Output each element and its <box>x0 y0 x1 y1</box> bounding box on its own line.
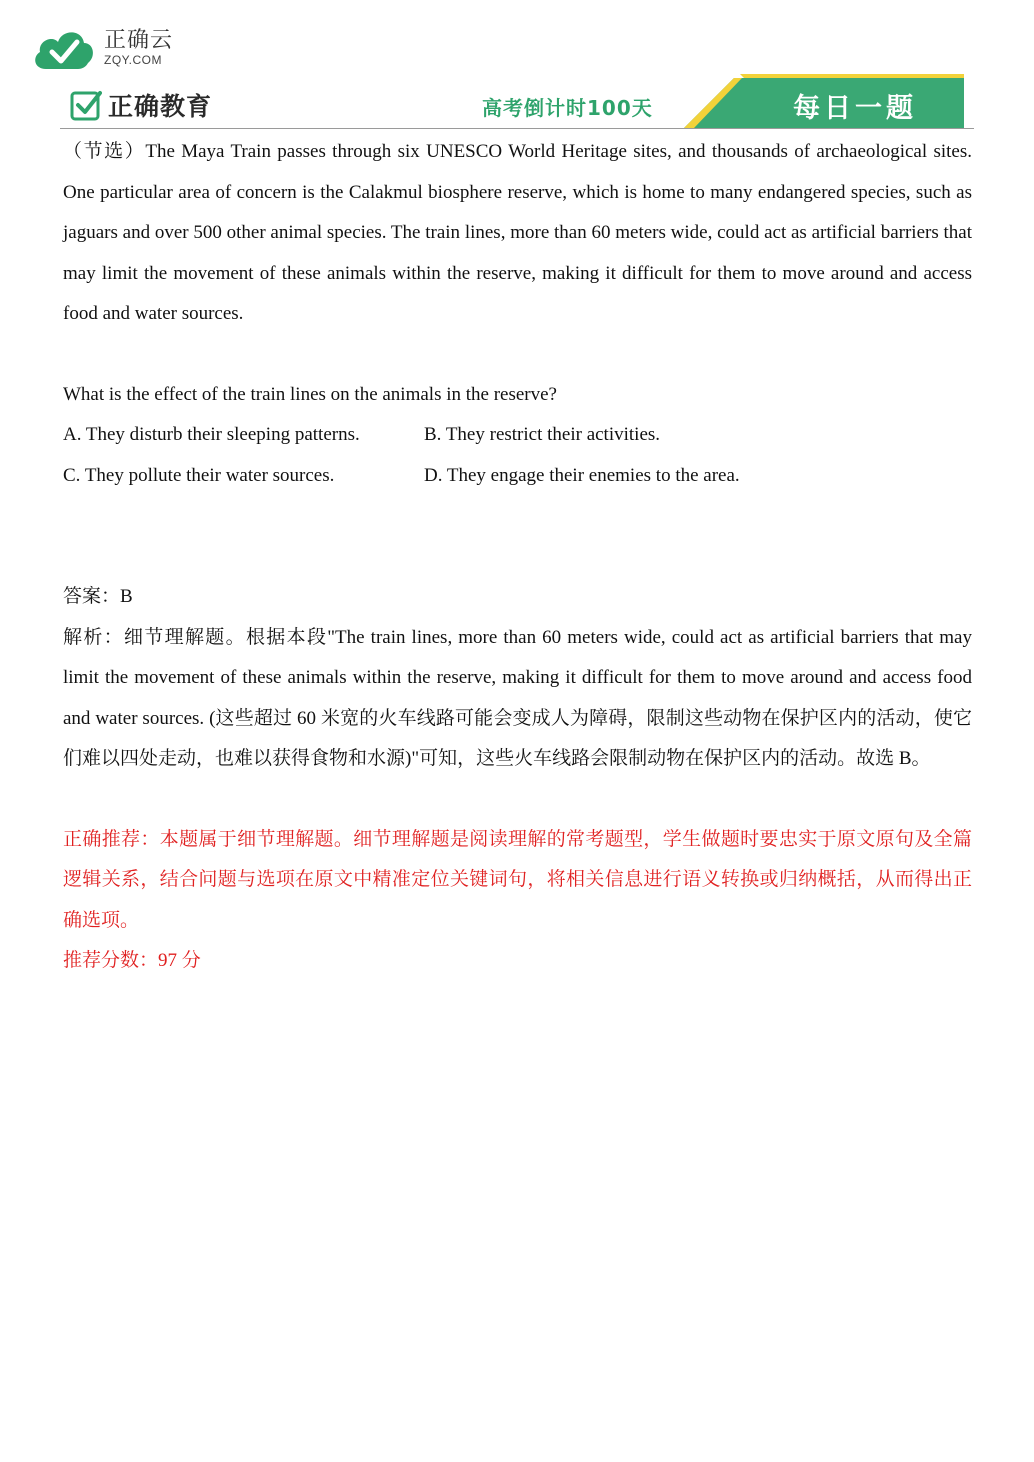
brand-name: 正确教育 <box>108 92 213 121</box>
document-body <box>63 132 972 982</box>
option-c: C. They pollute their water sources. <box>63 464 335 486</box>
zqy-logo <box>30 22 173 74</box>
logo-en-text: ZQY.COM <box>104 53 162 67</box>
recommendation: 正确推荐：本题属于细节理解题。细节理解题是阅读理解的常考题型，学生做题时要忠实于原文原句及全篇逻辑关系，结合问题与选项在原文中精准定位关键词句，将相关信息进行语义转换或归纳概括，从而得出正确选项。 <box>63 828 972 931</box>
passage: （节选）The Maya Train passes through six UNESCO World Heritage sites, and thousands of archaeological sites. One particular area of concern is the Calakmul biosphere reserve, which is home to many endangered species, such as jaguars and over 500 other animal species. The train lines, more than 60 meters wide, could act as artificial barriers that may limit the movement of these animals within the reserve, making it difficult for them to move around and access food and water sources. <box>63 141 972 324</box>
option-b: B. They restrict their activities. <box>424 424 661 445</box>
checkbox-icon <box>70 89 102 121</box>
brand <box>70 88 212 122</box>
banner-title: 每日一题 <box>793 93 917 124</box>
options-row-2 <box>63 456 972 497</box>
answer: 答案：B <box>63 586 133 607</box>
logo-cn-text: 正确云 <box>104 28 174 53</box>
option-a: A. They disturb their sleeping patterns. <box>63 424 360 445</box>
cloud-check-icon <box>30 23 98 73</box>
recommend-score: 推荐分数：97 分 <box>63 950 201 971</box>
question: What is the effect of the train lines on the animals in the reserve? <box>63 383 557 405</box>
countdown-text: 高考倒计时100天 <box>482 96 653 120</box>
options-row-1 <box>63 415 972 456</box>
header-divider <box>60 128 974 129</box>
analysis: 解析：细节理解题。根据本段"The train lines, more than 60 meters wide, could act as artificial barriers that may limit the movement of these animals within the reserve, making it difficult for them to move around and access food and water sources. (这些超过 60 米宽的火车线路可能会变成人为障碍，限制这些动物在保护区内的活动，使它们难以四处走动，也难以获得食物和水源)"可知，这些火车线路会限制动物在保护区内的活动。故选 B。 <box>63 626 972 769</box>
option-d: D. They engage their enemies to the area. <box>424 464 740 486</box>
